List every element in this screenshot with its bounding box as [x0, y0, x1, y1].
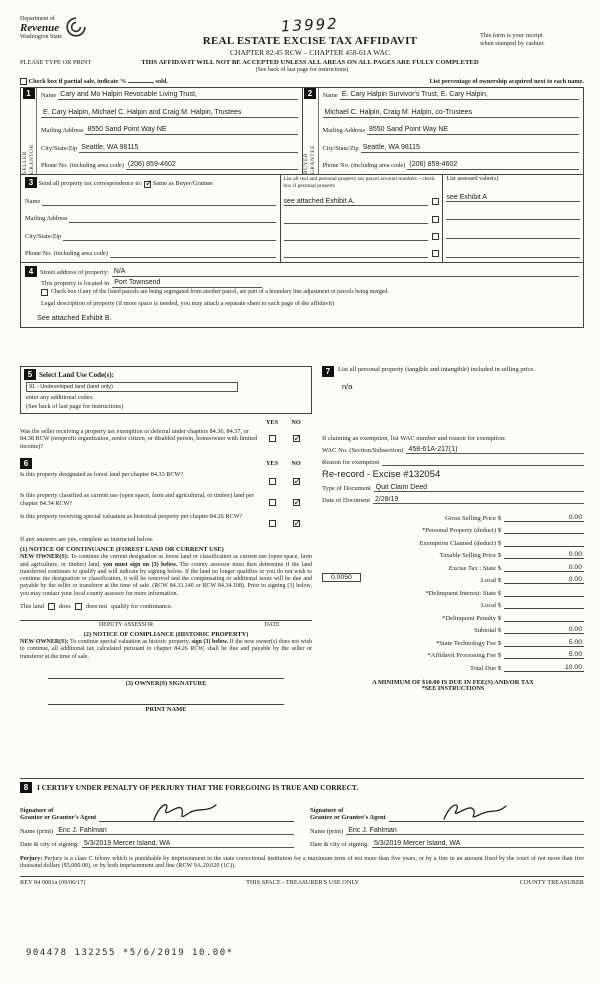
- seller-name-value-2: E. Cary Halpin, Michael C. Halpin and Craig M. Halpin, Trustees: [41, 108, 298, 118]
- does-not-checkbox[interactable]: [75, 603, 82, 610]
- reason-field[interactable]: [382, 458, 584, 466]
- minimum-due-note: A MINIMUM OF $10.00 IS DUE IN FEE(S) AND/OR TAX: [372, 678, 534, 686]
- assessed-values-column: [442, 175, 583, 262]
- doc-date-value: 2/28/19: [373, 496, 584, 504]
- money-row-with-rate: [322, 572, 584, 585]
- section7-column: [322, 366, 584, 766]
- corr-citystatezip-field[interactable]: [63, 233, 275, 241]
- delinquent-interest-local-value[interactable]: [504, 601, 584, 609]
- date-label: DATE: [264, 622, 280, 629]
- wac-value: 458-61A-217(1): [406, 446, 584, 454]
- receipt-note: [480, 16, 584, 57]
- exemption-claimed-value[interactable]: [504, 539, 584, 547]
- does-not-label: does not: [85, 603, 108, 611]
- exemption-claimed-label: Exemption Claimed (deduct) $: [419, 539, 501, 547]
- same-as-buyer-label: Same as Buyer/Grantee: [152, 180, 214, 188]
- seller-phone-label: Phone No. (including area code): [41, 162, 124, 170]
- receipt-note-line1: This form is your receipt: [480, 32, 543, 39]
- q3-no-checkbox[interactable]: [293, 520, 300, 527]
- seller-mailing-value: 8550 Sand Point Way NE: [85, 125, 297, 135]
- notice1-bold: you must sign on (3) below.: [103, 561, 178, 568]
- please-type-label: PLEASE TYPE OR PRINT: [20, 59, 92, 66]
- street-address-value: N/A: [112, 267, 579, 277]
- delinquent-interest-state-value[interactable]: [504, 589, 584, 597]
- located-in-label: This property is located in: [41, 280, 110, 288]
- section8-certification: [20, 778, 584, 848]
- personal-property-checkbox-2[interactable]: [432, 216, 439, 223]
- buyer-fields: [319, 88, 584, 174]
- title-block: [140, 16, 480, 57]
- taxable-selling-price-label: Taxable Selling Price $: [439, 552, 501, 560]
- form-title: REAL ESTATE EXCISE TAX AFFIDAVIT: [202, 35, 418, 47]
- seller-name-value-1: Cary and Mo Halpin Revocable Living Trust,: [58, 90, 297, 100]
- notice2-bold: sign (3) below.: [191, 639, 229, 646]
- money-row: [322, 609, 584, 622]
- grantor-date-city-value: 5/3/2019 Mercer Island, WA: [82, 840, 294, 848]
- buyer-phone-value: (206) 859-4602: [407, 160, 579, 170]
- revenue-swirl-icon: [65, 16, 87, 38]
- personal-property-checkbox-1[interactable]: [432, 198, 439, 205]
- owner-signature-line[interactable]: [48, 666, 284, 679]
- partial-sale-row: [20, 76, 168, 85]
- parcel-field-3[interactable]: [284, 233, 429, 241]
- grantee-signature-block: [310, 798, 584, 848]
- receipt-note-line2: when stamped by cashier.: [480, 39, 545, 47]
- seller-citystatezip-label: City/State/Zip: [41, 144, 78, 152]
- notice2-pre: To continue special valuation as historic property,: [70, 639, 190, 646]
- money-row: [322, 584, 584, 597]
- corr-phone-field[interactable]: [110, 250, 276, 258]
- buyer-name-value-1: E. Cary Halpin Survivor's Trust, E. Cary Halpin,: [340, 90, 579, 100]
- perjury-text: Perjury is a class C felony which is punishable by imprisonment in the state correctional institution for a maximum term of not more than five years, or by a fine in an amount fixed by the court of not more than five thousand dollars ($5,000.00), or by both imprisonment and fine (RCW 9A.20.020 (1C)).: [20, 856, 584, 870]
- assessed-field-2[interactable]: [446, 212, 580, 220]
- q3-yes-checkbox[interactable]: [269, 520, 276, 527]
- grantee-date-city-label: Date & city of signing:: [310, 841, 369, 849]
- notice1-body: [20, 554, 312, 598]
- section7-header: [322, 366, 584, 377]
- seller-fields: [37, 88, 302, 174]
- subtotal-value: 0.00: [504, 626, 584, 634]
- section6-yes-no-header: [264, 460, 304, 467]
- percent-sold-field[interactable]: [128, 76, 154, 83]
- section-2-number: 2: [304, 88, 316, 99]
- buyer-citystatezip-label: City/State/Zip: [322, 144, 359, 152]
- doc-date-label: Date of Document: [322, 497, 371, 505]
- total-due-value: 10.00: [504, 664, 584, 672]
- cashier-stamp: 904478 132255 *5/6/2019 10.00*: [26, 948, 234, 958]
- continuance-qualify-row: [20, 603, 312, 610]
- buyer-phone-label: Phone No. (including area code): [322, 162, 406, 170]
- money-row: [322, 547, 584, 560]
- excise-tax-table: [322, 509, 584, 672]
- treasurer-space-label: THIS SPACE - TREASURER'S USE ONLY: [246, 878, 360, 886]
- section4-property: [20, 263, 584, 328]
- section-4-number: 4: [25, 266, 37, 277]
- see-instructions-note: *SEE INSTRUCTIONS: [421, 685, 485, 692]
- grantor-name-value: Eric J. Fahlman: [56, 827, 294, 835]
- left-column: [20, 366, 312, 766]
- notice1-post: The county assessor must then determine if the land transferred continues to qualify and will indicate by signing below. If the land no longer qualifies or you do not wish to continue the designation or classification, it will be removed and the compensating or additional taxes will be due and payable by the seller or transferor at the time of sale. (RCW 84.33.140 or RCW 84.34.108). Prior to signing (3) below, you may contact your local county assessor for more information.: [20, 561, 312, 597]
- dept-text: [20, 16, 62, 57]
- seller-grantor-section: [21, 88, 303, 174]
- located-in-value: Port Townsend: [112, 278, 262, 288]
- money-row: [322, 622, 584, 635]
- form-header: [20, 16, 584, 57]
- grantor-agent-label: Grantor or Grantor's Agent: [20, 814, 97, 822]
- grantor-name-print-label: Name (print): [20, 828, 54, 836]
- excise-tax-state-label: Excise Tax : State $: [448, 564, 501, 572]
- notice2-title: (2) NOTICE OF COMPLIANCE (HISTORIC PROPERTY): [83, 631, 249, 639]
- grantor-date-city-label: Date & city of signing:: [20, 841, 79, 849]
- personal-property-label: List all personal property (tangible and intangible) included in selling price.: [338, 366, 535, 374]
- seller-name-label: Name: [41, 92, 57, 100]
- section5-yes-no-header: [264, 419, 304, 426]
- s6-no-label: NO: [291, 460, 301, 468]
- historic-property-question-row: [20, 513, 312, 532]
- personal-property-value: n/a: [342, 382, 353, 392]
- owner-signature-caption: (3) OWNER(S) SIGNATURE: [125, 679, 207, 687]
- money-row: [322, 534, 584, 547]
- signature-of-label-1: Signature of: [20, 806, 54, 814]
- land-use-code-value[interactable]: 91 - Undeveloped land (land only): [26, 382, 238, 392]
- handwritten-receipt-number: 13992: [280, 14, 340, 36]
- seller-phone-value: (206) 859-4602: [126, 160, 298, 170]
- forest-land-question: Is this property designated as forest land per chapter 84.33 RCW?: [20, 471, 184, 479]
- additional-codes-label: enter any additional codes:: [26, 394, 94, 402]
- seller-mailing-label: Mailing Address: [41, 127, 84, 135]
- section-5-number: 5: [24, 369, 36, 380]
- segregated-checkbox[interactable]: [41, 289, 48, 296]
- grantee-word: GRANTEE: [310, 145, 316, 175]
- historic-property-question: Is this property receiving special valuation as historical property per chapter 84.26 RCW?: [20, 513, 243, 521]
- personal-property-checkbox-4[interactable]: [432, 250, 439, 257]
- signature-columns: [20, 798, 584, 848]
- grantee-signature-field[interactable]: [389, 798, 584, 822]
- same-as-buyer-checkbox[interactable]: [144, 181, 151, 188]
- q1-no-checkbox[interactable]: [293, 478, 300, 485]
- print-name-caption: PRINT NAME: [145, 705, 187, 713]
- section-1-number: 1: [23, 88, 35, 99]
- grantee-signature: [439, 800, 511, 826]
- qualify-suffix: qualify for continuance.: [111, 603, 173, 611]
- partial-sale-label: Check box if partial sale, indicate %: [28, 78, 127, 85]
- money-row: [322, 509, 584, 522]
- ownership-note: List percentage of ownership acquired next to each name.: [429, 78, 584, 86]
- reason-label: Reason for exemption: [322, 459, 380, 467]
- taxable-selling-price-value: 0.00: [504, 551, 584, 559]
- personal-property-deduct-label: *Personal Property (deduct) $: [422, 527, 501, 535]
- notice1-title: (1) NOTICE OF CONTINUANCE (FOREST LAND OR CURRENT USE): [20, 546, 224, 554]
- money-row: [322, 559, 584, 572]
- dept-line3: Washington State: [20, 34, 63, 40]
- total-due-label: Total Due $: [469, 664, 501, 672]
- corr-mailing-field[interactable]: [69, 215, 275, 223]
- corr-name-field[interactable]: [42, 198, 275, 206]
- money-row: [322, 647, 584, 660]
- signature-of-label-2: Signature of: [310, 806, 344, 814]
- buyer-citystatezip-value: Seattle, WA 98115: [361, 143, 579, 153]
- personal-property-deduct-value[interactable]: [504, 526, 584, 534]
- assessed-values-header: List assessed value(s): [446, 176, 499, 183]
- money-row: [322, 522, 584, 535]
- deputy-assessor-label: DEPUTY ASSESSOR: [98, 622, 154, 629]
- grantor-signature-field[interactable]: [99, 798, 294, 822]
- section5-question-row: [20, 428, 312, 450]
- see-back-note: (See back of last page for instructions): [255, 67, 349, 73]
- deputy-assessor-labels: [20, 622, 312, 628]
- parties-section: [20, 87, 584, 175]
- notice2-owner: NEW OWNER(S):: [20, 639, 69, 646]
- header-row-4: [20, 76, 584, 85]
- s5-no-checkbox[interactable]: [293, 435, 300, 442]
- grantee-name-value: Eric J. Fahlman: [346, 827, 584, 835]
- buyer-side-strip: [303, 88, 319, 174]
- if-yes-note: If any answers are yes, complete as instructed below.: [20, 536, 154, 544]
- notice1-pre: To continue the current designation as forest land or classification as current use (open space, farm and agriculture, or timber) land,: [20, 554, 312, 568]
- buyer-side-words: [303, 99, 317, 174]
- certification-header: [20, 782, 584, 793]
- grantor-word: GRANTOR: [28, 144, 35, 175]
- grantor-signature: [150, 800, 222, 826]
- legal-description-label: Legal description of property (if more space is needed, you may attach a separate sheet to each page of the affidavit): [41, 300, 335, 308]
- whitespace-gap: [20, 328, 584, 366]
- dor-logo: [20, 16, 140, 57]
- state-technology-fee-label: *State Technology Fee $: [435, 639, 501, 647]
- seller-word: SELLER: [21, 151, 28, 175]
- certify-statement: I CERTIFY UNDER PENALTY OF PERJURY THAT THE FOREGOING IS TRUE AND CORRECT.: [37, 783, 359, 793]
- local-rate-box: 0.0050: [322, 573, 361, 582]
- subtotal-label: Subtotal $: [474, 627, 501, 635]
- rev-number: REV 84 0001a (09/06/17): [20, 878, 86, 886]
- affidavit-processing-fee-value: 5.00: [504, 651, 584, 659]
- assessed-value: see Exhibit A: [446, 194, 580, 202]
- assessed-field-4[interactable]: [446, 250, 580, 258]
- personal-property-checkbox-3[interactable]: [432, 233, 439, 240]
- current-use-question: Is this property classified as current use (open space, farm and agricultural, or timber) land per chapter 84.34 RCW?: [20, 492, 254, 507]
- notice2-body: [20, 639, 312, 661]
- buyer-word: BUYER: [303, 153, 309, 175]
- main-two-columns: [20, 366, 584, 766]
- accept-notice: THIS AFFIDAVIT WILL NOT BE ACCEPTED UNLESS ALL AREAS ON ALL PAGES ARE FULLY COMPLETED: [141, 59, 479, 66]
- yes-label: YES: [265, 419, 279, 427]
- s6-yes-label: YES: [265, 460, 279, 468]
- does-label: does: [58, 603, 71, 611]
- money-row: [322, 597, 584, 610]
- delinquent-interest-state-label: *Delinquent Interest: State $: [425, 589, 501, 597]
- grantee-date-city-value: 5/3/2019 Mercer Island, WA: [372, 840, 584, 848]
- correspondence-column: [21, 175, 280, 262]
- perjury-paragraph: [20, 856, 584, 871]
- assessed-field-3[interactable]: [446, 231, 580, 239]
- doc-type-value: Quit Claim Deed: [374, 484, 584, 492]
- county-treasurer-label: COUNTY TREASURER: [519, 878, 584, 886]
- reason-value: Re-record - Excise #132054: [322, 469, 441, 481]
- gross-selling-price-label: Gross Selling Price $: [445, 514, 501, 522]
- seller-side-strip: [21, 88, 37, 174]
- seller-side-words: [22, 99, 36, 174]
- doc-type-label: Type of Document: [322, 485, 371, 493]
- grantor-signature-block: [20, 798, 294, 848]
- q2-no-checkbox[interactable]: [293, 499, 300, 506]
- section-7-number: 7: [322, 366, 334, 377]
- print-name-line[interactable]: [48, 692, 284, 705]
- section-3-number: 3: [25, 177, 37, 188]
- parcel-field-2[interactable]: [284, 216, 429, 224]
- corr-mailing-label: Mailing Address: [25, 215, 68, 223]
- parcel-numbers-header: List all real and personal property tax parcel account numbers – check box if personal property: [283, 176, 435, 189]
- excise-tax-local-value: 0.00: [504, 576, 584, 584]
- section5-see-back: (See back of last page for instructions): [26, 403, 124, 411]
- q1-yes-checkbox[interactable]: [269, 478, 276, 485]
- delinquent-penalty-label: *Delinquent Penalty $: [442, 614, 501, 622]
- parcel-field-4[interactable]: [284, 250, 429, 258]
- delinquent-penalty-value[interactable]: [504, 614, 584, 622]
- perjury-bold: Perjury:: [20, 856, 43, 863]
- state-technology-fee-value: 5.00: [504, 639, 584, 647]
- this-land-label: This land: [20, 603, 44, 611]
- footer-row: [20, 876, 584, 886]
- buyer-name-label: Name: [322, 92, 338, 100]
- chapter-line: CHAPTER 82.45 RCW – CHAPTER 458-61A WAC: [230, 48, 390, 57]
- land-use-title: Select Land Use Code(s):: [39, 370, 114, 379]
- money-row: [322, 659, 584, 672]
- grantee-signature-label: [310, 807, 386, 822]
- dept-line2: Revenue: [20, 22, 60, 34]
- header-row-2: [20, 59, 584, 66]
- legal-description-value: See attached Exhibit B.: [37, 313, 112, 323]
- parcel-numbers-column: [280, 175, 443, 262]
- corr-name-label: Name: [25, 197, 41, 205]
- money-row: [322, 634, 584, 647]
- buyer-mailing-value: 8550 Sand Point Way NE: [367, 125, 579, 135]
- section6-header: [20, 458, 312, 469]
- partial-sale-checkbox[interactable]: [20, 78, 27, 85]
- delinquent-interest-local-label: Local $: [481, 602, 501, 610]
- corr-citystatezip-label: City/State/Zip: [25, 232, 62, 240]
- dept-line1: Department of: [20, 16, 55, 22]
- section5-land-use: [20, 366, 312, 414]
- buyer-mailing-label: Mailing Address: [322, 127, 365, 135]
- section3-correspondence: [20, 175, 584, 263]
- wac-label: WAC No. (Section/Subsection): [322, 447, 404, 455]
- buyer-grantee-section: [303, 88, 584, 174]
- segregated-label: Check box if any of the listed parcels are being segregated from another parcel, are part of a boundary line adjustment or parcels being merged.: [51, 289, 389, 296]
- grantee-agent-label: Grantee or Grantee's Agent: [310, 814, 386, 822]
- partial-sold-label: sold.: [155, 78, 168, 85]
- parcel-value: see attached Exhibit A.: [284, 198, 429, 206]
- buyer-name-value-2: Michael C. Halpin, Craig M. Halpin, co-Trustees: [323, 108, 580, 118]
- excise-tax-local-label: Local $: [481, 577, 501, 585]
- grantee-name-print-label: Name (print): [310, 828, 344, 836]
- exemption-intro: If claiming an exemption, list WAC number and reason for exemption:: [322, 435, 506, 443]
- grantor-signature-label: [20, 807, 96, 822]
- excise-tax-state-value: 0.00: [504, 564, 584, 572]
- gross-selling-price-value: 0.00: [504, 514, 584, 522]
- section7-spacer: [322, 391, 584, 435]
- section-6-number: 6: [20, 458, 32, 469]
- section-8-number: 8: [20, 782, 32, 793]
- seller-citystatezip-value: Seattle, WA 98115: [79, 143, 297, 153]
- street-address-label: Street address of property:: [40, 269, 109, 277]
- notice1-owner: NEW OWNER(S):: [20, 554, 69, 561]
- notice2-post: If the new owner(s) does not wish to continue, all additional tax calculated pursuant to chapter 84.26 RCW, shall be due and payable by the seller or transferor at the time of sale.: [20, 639, 312, 660]
- exemption-deferral-question: Was the seller receiving a property tax exemption or deferral under chapters 84.36, 84.37, or 84.38 RCW (nonprofit organization, senior citizen, or disabled person, homeowner with limited income)?: [20, 428, 258, 450]
- forest-land-question-row: [20, 471, 312, 490]
- q2-yes-checkbox[interactable]: [269, 499, 276, 506]
- send-correspondence-label: Send all property tax correspondence to:: [38, 180, 143, 188]
- affidavit-processing-fee-label: *Affidavit Processing Fee $: [427, 652, 501, 660]
- corr-phone-label: Phone No. (including area code): [25, 250, 108, 258]
- current-use-question-row: [20, 492, 312, 511]
- no-label: NO: [291, 419, 301, 427]
- deputy-assessor-signature-line[interactable]: [20, 610, 312, 621]
- s5-yes-checkbox[interactable]: [269, 435, 276, 442]
- does-checkbox[interactable]: [48, 603, 55, 610]
